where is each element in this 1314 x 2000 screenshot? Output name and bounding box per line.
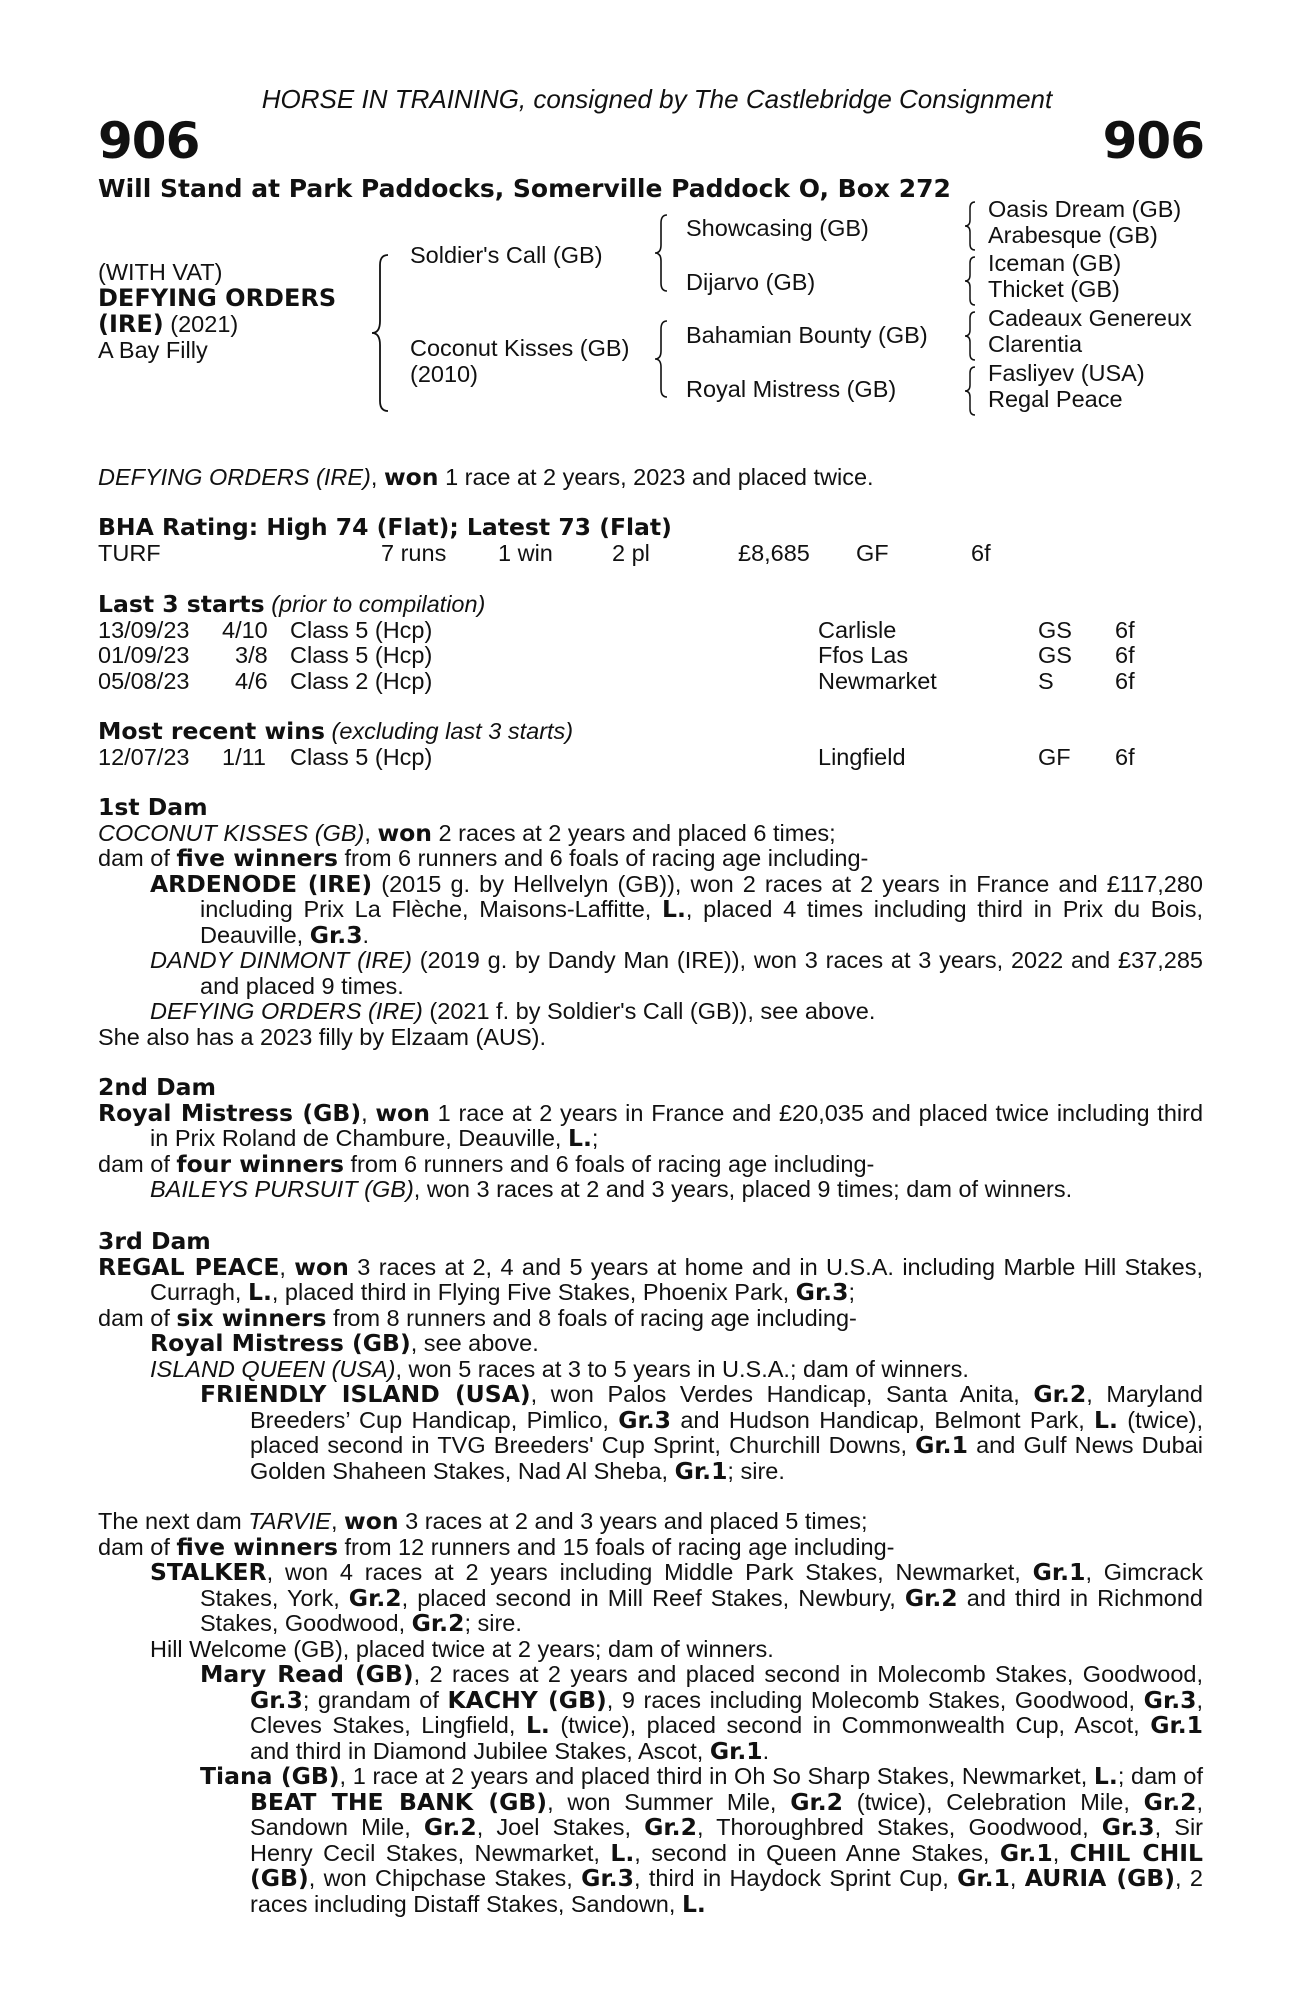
text: from 6 runners and 6 foals of racing age including- [344, 1150, 875, 1177]
produce-stalker [98, 1560, 1203, 1637]
third-dam-name: REGAL PEACE [98, 1252, 280, 1281]
text: L. [610, 1838, 635, 1867]
text: (twice), placed second in Commonwealth Cup, Ascot, [549, 1712, 1151, 1738]
recent-wins-section [98, 719, 1203, 770]
text: BAILEYS PURSUIT (GB) [150, 1176, 414, 1202]
dam-sire: Bahamian Bounty (GB) [686, 322, 928, 348]
sire-sire-sire: Oasis Dream (GB) [988, 196, 1182, 222]
text: AURIA (GB) [1024, 1864, 1176, 1892]
turf-placed: 2 pl [612, 539, 650, 566]
table-row [98, 745, 1203, 771]
produce-ardenode [98, 869, 1204, 949]
text: Gr.2 [644, 1813, 697, 1841]
text: , won Palos Verdes Handicap, Santa Anita, [530, 1381, 1034, 1407]
start-distance: 6f [1115, 616, 1135, 643]
text: from 12 runners and 15 foals of racing age including- [337, 1533, 895, 1560]
start-date: 05/08/23 [98, 667, 190, 694]
first-dam-name: COCONUT KISSES (GB) [98, 819, 365, 846]
text: Gr.2 [790, 1787, 844, 1816]
win-position: 1/11 [222, 743, 266, 770]
text: , placed second in Mill Reef Stakes, Newbury, [401, 1584, 905, 1611]
text: , see above. [410, 1330, 539, 1356]
sire-dam: Dijarvo (GB) [686, 269, 816, 295]
summary-horse-name: DEFYING ORDERS (IRE) [98, 464, 371, 490]
first-dam-section [98, 795, 1203, 1050]
produce-note: She also has a 2023 filly by Elzaam (AUS). [98, 1023, 547, 1050]
text: . [362, 921, 370, 948]
text: Gr.1 [674, 1456, 728, 1485]
last-starts-title: Last 3 starts [98, 590, 265, 618]
text: 3 races at 2, 4 and 5 years at home and in U.S.A. including Marble Hill Stakes, Curragh, [150, 1253, 1204, 1305]
turf-runs: 7 runs [381, 539, 447, 566]
text: L. [1093, 1762, 1118, 1790]
race-summary: DEFYING ORDERS (IRE), won 1 race at 2 years, 2023 and placed twice. [98, 463, 874, 491]
produce-dandy-dinmont [98, 948, 1203, 999]
text: , third in Haydock Sprint Cup, [633, 1865, 958, 1891]
brace-gen3-2 [963, 255, 977, 307]
text: , second in Queen Anne Stakes, [634, 1839, 1000, 1866]
text: , 2 races at 2 years and placed second in Molecomb Stakes, Goodwood, [413, 1661, 1203, 1687]
text: four winners [176, 1149, 344, 1178]
text: , [1052, 1839, 1070, 1866]
text: , placed third in Flying Five Stakes, Phoenix Park, [271, 1279, 796, 1305]
lot-number-right: 906 [1102, 112, 1204, 170]
produce-friendly-island [98, 1382, 1203, 1484]
text: Gr.1 [957, 1864, 1010, 1892]
text: CHIL CHIL (GB) [250, 1838, 1203, 1892]
text: , won Summer Mile, [547, 1788, 791, 1815]
start-class: Class 2 (Hcp) [290, 667, 433, 694]
vat-label: (WITH VAT) [98, 259, 223, 285]
start-class: Class 5 (Hcp) [290, 616, 433, 643]
produce-mary-read [98, 1662, 1203, 1764]
sire-dam-sire: Iceman (GB) [988, 250, 1122, 276]
brace-dam [653, 319, 669, 399]
text: Gr.3 [581, 1864, 634, 1892]
text: from 8 runners and 8 foals of racing age including- [326, 1304, 857, 1331]
start-date: 01/09/23 [98, 642, 190, 668]
start-position: 3/8 [235, 642, 268, 668]
bha-rating-title: BHA Rating: High 74 (Flat); Latest 73 (Flat) [98, 513, 672, 541]
text: Gr.2 [411, 1609, 465, 1637]
start-distance: 6f [1115, 667, 1135, 694]
second-dam-heading: 2nd Dam [98, 1073, 216, 1101]
text: ; [591, 1125, 599, 1151]
text: dam of [98, 1150, 177, 1177]
text: and third in Richmond Stakes, Goodwood, [200, 1584, 1203, 1636]
win-course: Lingfield [818, 743, 906, 770]
text: won [377, 818, 433, 847]
win-date: 12/07/23 [98, 743, 190, 770]
text: (2015 g. by Hellvelyn (GB)), won 2 races at 2 years in France and £117,280 including Prix La Flèche, Maisons-Laffitte, [200, 870, 1203, 922]
horse-year: (2021) [163, 311, 239, 337]
lot-number-left: 906 [98, 112, 200, 170]
brace-gen3-1 [963, 200, 977, 252]
horse-description: A Bay Filly [98, 337, 208, 363]
text: , Maryland Breeders’ Cup Handicap, Pimlico, [250, 1381, 1203, 1433]
text: Royal Mistress (GB) [150, 1329, 411, 1357]
start-distance: 6f [1115, 642, 1135, 668]
pedigree-table [98, 196, 1218, 425]
start-going: GS [1038, 642, 1072, 668]
text: STALKER [150, 1558, 267, 1586]
text: , [361, 1099, 376, 1126]
table-row [98, 643, 1203, 669]
produce-tiana [98, 1764, 1203, 1917]
dam-dam: Royal Mistress (GB) [686, 376, 897, 402]
turf-going: GF [856, 539, 889, 566]
text: Gr.2 [423, 1813, 477, 1841]
text: , [330, 1508, 344, 1534]
consignment-line: HORSE IN TRAINING, consigned by The Castlebridge Consignment [261, 84, 1053, 114]
text: (2019 g. by Dandy Man (IRE)), won 3 races at 3 years, 2022 and £37,285 and placed 9 times. [200, 947, 1203, 999]
text: Gr.1 [709, 1736, 763, 1765]
produce-defying-orders [98, 999, 1203, 1025]
text: ; sire. [464, 1610, 522, 1636]
dam-sire-dam: Clarentia [988, 331, 1083, 357]
text: Gr.2 [1033, 1380, 1087, 1408]
text: , Joel Stakes, [476, 1814, 645, 1840]
win-class: Class 5 (Hcp) [290, 743, 433, 770]
text: and third in Diamond Jubilee Stakes, Ascot, [250, 1737, 710, 1764]
horse-name-suffix: (IRE) [98, 310, 164, 338]
dam-dam-sire: Fasliyev (USA) [988, 360, 1145, 386]
text: Gr.3 [309, 920, 363, 949]
turf-wins: 1 win [498, 539, 553, 566]
text: 2 races at 2 years and placed 6 times; [432, 819, 836, 846]
text: BEAT THE BANK (GB) [250, 1787, 548, 1816]
text: dam of [98, 1304, 177, 1331]
text: and Hudson Handicap, Belmont Park, [671, 1406, 1095, 1433]
text: 1 race at 2 years in France and £20,035 and placed twice including third in Prix Roland de Chambure, Deauville, [150, 1099, 1204, 1151]
dam: Coconut Kisses (GB) [410, 335, 630, 361]
text: ; sire. [727, 1457, 785, 1484]
text: Gr.3 [795, 1278, 849, 1306]
brace-gen3-4 [963, 365, 977, 417]
text: Gr.1 [915, 1431, 968, 1459]
text: , Gimcrack Stakes, York, [200, 1559, 1203, 1611]
turf-record-row [98, 541, 1203, 567]
text: ; dam of [1117, 1763, 1203, 1789]
third-dam-heading: 3rd Dam [98, 1227, 211, 1255]
text: DEFYING ORDERS (IRE) [150, 998, 423, 1024]
dam-sire-sire: Cadeaux Genereux [988, 305, 1192, 331]
last-starts-section [98, 592, 1203, 694]
text: , [364, 819, 378, 846]
dam-year: (2010) [410, 361, 478, 387]
text: Tiana (GB) [200, 1762, 340, 1790]
text: , won 4 races at 2 years including Middle Park Stakes, Newmarket, [266, 1559, 1033, 1585]
start-course: Newmarket [818, 667, 937, 694]
sire-sire: Showcasing (GB) [686, 215, 869, 241]
text: Gr.3 [250, 1685, 303, 1714]
recent-wins-note: (excluding last 3 starts) [324, 718, 574, 744]
text: five winners [176, 844, 338, 872]
start-going: S [1038, 667, 1054, 694]
summary-text: 1 race at 2 years, 2023 and placed twice. [438, 464, 874, 490]
text: dam of [98, 845, 177, 871]
text: and Gulf News Dubai Golden Shaheen Stakes, Nad Al Sheba, [250, 1432, 1203, 1484]
second-dam-record [98, 1098, 1204, 1152]
text: won [344, 1507, 399, 1535]
brace-gen3-3 [963, 310, 977, 362]
start-date: 13/09/23 [98, 616, 190, 643]
start-going: GS [1038, 616, 1072, 643]
text: Gr.2 [904, 1583, 958, 1612]
brace-sire [653, 213, 669, 293]
next-dam-name: TARVIE [248, 1508, 331, 1534]
win-going: GF [1038, 743, 1071, 770]
text: ; [848, 1279, 855, 1305]
dam-dam-dam: Regal Peace [988, 386, 1123, 412]
text: FRIENDLY ISLAND (USA) [200, 1380, 531, 1408]
text: , [279, 1253, 295, 1280]
text: , [1009, 1865, 1025, 1891]
text: KACHY (GB) [447, 1685, 607, 1714]
text: Gr.3 [1143, 1685, 1197, 1714]
text: Gr.1 [1032, 1558, 1086, 1586]
next-dam-section [98, 1509, 1203, 1917]
text: , Sir Henry Cecil Stakes, Newmarket, [250, 1814, 1203, 1866]
start-course: Ffos Las [818, 642, 909, 668]
text: L. [568, 1124, 592, 1152]
text: from 6 runners and 6 foals of racing age including- [337, 845, 869, 871]
start-course: Carlisle [818, 616, 897, 643]
second-dam-name: Royal Mistress (GB) [98, 1098, 362, 1127]
text: , won Chipchase Stakes, [308, 1865, 582, 1891]
start-position: 4/6 [235, 667, 268, 694]
recent-wins-title: Most recent wins [98, 717, 325, 745]
second-dam-section [98, 1075, 1203, 1203]
text: Gr.3 [1101, 1813, 1155, 1841]
text: ISLAND QUEEN (USA) [150, 1355, 396, 1382]
text: , Cleves Stakes, Lingfield, [250, 1686, 1204, 1738]
text: L. [525, 1711, 550, 1739]
stand-location: Will Stand at Park Paddocks, Somerville Paddock O, Box 272 [98, 174, 951, 203]
produce-hill-welcome: Hill Welcome (GB), placed twice at 2 years; dam of winners. [150, 1635, 774, 1662]
text: L. [247, 1278, 272, 1306]
horse-name: DEFYING ORDERS [98, 284, 337, 312]
bha-rating-section [98, 515, 1203, 566]
text: Gr.2 [348, 1583, 402, 1612]
text: (twice), Celebration Mile, [843, 1788, 1144, 1815]
start-class: Class 5 (Hcp) [290, 642, 433, 668]
text: The next dam [98, 1508, 249, 1534]
text: won [294, 1252, 349, 1281]
table-row [98, 618, 1203, 644]
text: , 1 race at 2 years and placed third in Oh So Sharp Stakes, Newmarket, [339, 1763, 1094, 1789]
text: Gr.3 [618, 1405, 672, 1434]
text: DANDY DINMONT (IRE) [150, 947, 412, 973]
text: , Sandown Mile, [250, 1788, 1204, 1840]
text: , 2 races including Distaff Stakes, Sandown, [250, 1865, 1203, 1917]
text: , 9 races including Molecomb Stakes, Goodwood, [606, 1686, 1144, 1713]
text: six winners [176, 1303, 327, 1332]
first-dam-heading: 1st Dam [98, 793, 208, 821]
text: Mary Read (GB) [200, 1660, 414, 1688]
text: (twice), placed second in TVG Breeders' Cup Sprint, Churchill Downs, [250, 1406, 1203, 1458]
sire-sire-dam: Arabesque (GB) [988, 222, 1158, 248]
table-row [98, 669, 1203, 695]
turf-label: TURF [98, 539, 161, 566]
sire: Soldier's Call (GB) [410, 242, 603, 268]
text: , Thoroughbred Stakes, Goodwood, [696, 1814, 1102, 1840]
text: L. [662, 895, 686, 923]
text: L. [1094, 1405, 1118, 1434]
text: , won 3 races at 2 and 3 years, placed 9 times; dam of winners. [413, 1176, 1073, 1202]
win-distance: 6f [1115, 743, 1135, 770]
text: (2021 f. by Soldier's Call (GB)), see above. [422, 998, 876, 1024]
text: , won 5 races at 3 to 5 years in U.S.A.; dam of winners. [395, 1355, 969, 1382]
text: won [375, 1098, 430, 1127]
text: ARDENODE (IRE) [150, 869, 373, 898]
brace-main [370, 253, 390, 413]
third-dam-section [98, 1229, 1203, 1484]
text: 3 races at 2 and 3 years and placed 5 times; [398, 1508, 868, 1534]
text: L. [681, 1889, 706, 1918]
last-starts-note: (prior to compilation) [264, 591, 486, 617]
text: five winners [176, 1532, 338, 1561]
text: , placed 4 times including third in Prix du Bois, Deauville, [200, 896, 1204, 948]
third-dam-record [98, 1252, 1204, 1306]
sire-dam-dam: Thicket (GB) [988, 276, 1120, 302]
text: dam of [98, 1533, 177, 1560]
summary-won: won [383, 463, 439, 491]
text: . [762, 1737, 770, 1764]
text: Gr.1 [1150, 1711, 1204, 1739]
text: ; grandam of [302, 1686, 448, 1713]
text: Gr.2 [1143, 1787, 1197, 1816]
turf-distance: 6f [971, 539, 991, 566]
text: Gr.1 [999, 1838, 1053, 1867]
start-position: 4/10 [222, 616, 268, 643]
turf-prize: £8,685 [738, 539, 810, 566]
